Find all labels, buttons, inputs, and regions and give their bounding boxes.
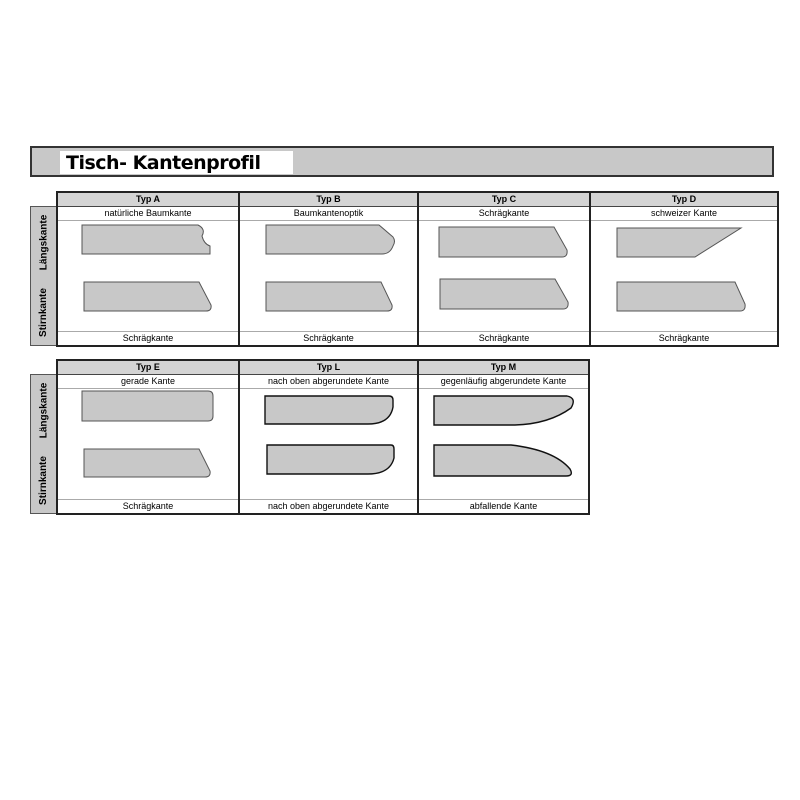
profile-cell-typ-c — [419, 193, 591, 345]
bottom-edge-label: nach oben abgerundete Kante — [240, 499, 417, 513]
profile-cell-typ-b — [240, 193, 419, 345]
column-header: Typ A — [58, 193, 238, 207]
column-header: Typ D — [591, 193, 777, 207]
column-header: Typ B — [240, 193, 417, 207]
bottom-edge-label: Schrägkante — [591, 331, 777, 345]
column-header: Typ E — [58, 361, 238, 375]
profile-drawing-typ-a — [58, 220, 238, 332]
side-label-stirnkante: Stirnkante — [38, 455, 49, 505]
profile-laengskante — [439, 227, 567, 257]
profile-stirnkante — [84, 282, 211, 311]
profile-drawing-typ-l — [240, 388, 418, 500]
profile-cell-typ-m — [419, 361, 588, 513]
title-bar — [30, 146, 774, 177]
profile-cell-typ-a — [58, 193, 240, 345]
profile-laengskante — [266, 225, 395, 254]
profile-stirnkante — [84, 449, 210, 477]
column-header: Typ C — [419, 193, 589, 207]
top-edge-label: gerade Kante — [58, 375, 238, 389]
profile-laengskante — [82, 225, 210, 254]
profile-grid-row1 — [56, 191, 779, 347]
top-edge-label: Baumkantenoptik — [240, 207, 417, 221]
profile-stirnkante — [434, 445, 571, 476]
side-labels-row2 — [30, 374, 57, 514]
profile-laengskante — [265, 396, 393, 424]
profile-drawing-typ-m — [419, 388, 587, 500]
profile-cell-typ-e — [58, 361, 240, 513]
side-label-stirnkante: Stirnkante — [38, 287, 49, 337]
side-label-laengskante: Längskante — [38, 382, 50, 438]
top-edge-label: nach oben abgerundete Kante — [240, 375, 417, 389]
profile-grid-row2 — [56, 359, 590, 515]
page-title: Tisch- Kantenprofil — [66, 152, 261, 174]
bottom-edge-label: Schrägkante — [419, 331, 589, 345]
bottom-edge-label: abfallende Kante — [419, 499, 588, 513]
top-edge-label: schweizer Kante — [591, 207, 777, 221]
top-edge-label: Schrägkante — [419, 207, 589, 221]
profile-stirnkante — [267, 445, 394, 474]
profile-cell-typ-d — [591, 193, 777, 345]
profile-drawing-typ-b — [240, 220, 418, 332]
profile-stirnkante — [266, 282, 392, 311]
side-labels-row1 — [30, 206, 57, 346]
profile-laengskante — [617, 228, 741, 257]
top-edge-label: gegenläufig abgerundete Kante — [419, 375, 588, 389]
column-header: Typ L — [240, 361, 417, 375]
profile-stirnkante — [617, 282, 745, 311]
top-edge-label: natürliche Baumkante — [58, 207, 238, 221]
profile-laengskante — [82, 391, 213, 421]
profile-laengskante — [434, 396, 573, 425]
profile-stirnkante — [440, 279, 568, 309]
side-label-laengskante: Längskante — [38, 214, 50, 270]
bottom-edge-label: Schrägkante — [240, 331, 417, 345]
column-header: Typ M — [419, 361, 588, 375]
profile-drawing-typ-c — [419, 220, 589, 332]
profile-cell-typ-l — [240, 361, 419, 513]
profile-drawing-typ-d — [591, 220, 775, 332]
title-box — [60, 151, 293, 174]
profile-drawing-typ-e — [58, 388, 238, 500]
bottom-edge-label: Schrägkante — [58, 499, 238, 513]
bottom-edge-label: Schrägkante — [58, 331, 238, 345]
